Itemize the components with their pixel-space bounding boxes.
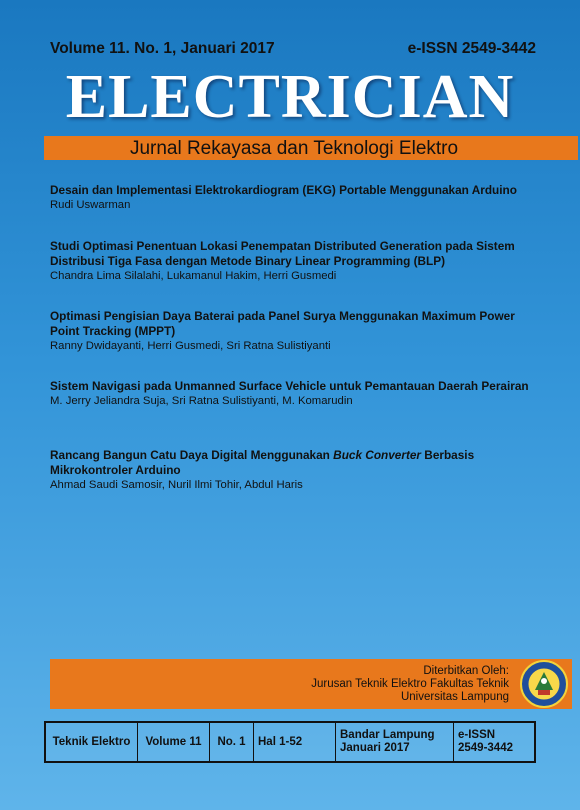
- issue-info-box: [44, 721, 536, 763]
- info-date: Januari 2017: [340, 742, 410, 754]
- publisher-bar: [50, 659, 572, 709]
- article-title-part: Rancang Bangun Catu Daya Digital Menggunakan: [50, 448, 334, 462]
- article-authors: Rudi Uswarman: [50, 199, 131, 211]
- info-place-date: [336, 723, 454, 761]
- university-seal-icon: [520, 660, 568, 708]
- publisher-info: [311, 665, 509, 704]
- info-pages: Hal 1-52: [254, 723, 336, 761]
- article-authors: Chandra Lima Silalahi, Lukamanul Hakim, Herri Gusmedi: [50, 270, 337, 282]
- info-number: No. 1: [210, 723, 254, 761]
- cover-header: [50, 40, 536, 58]
- info-volume: Volume 11: [138, 723, 210, 761]
- volume-line: Volume 11. No. 1, Januari 2017: [50, 40, 275, 57]
- info-issn-number: 2549-3442: [458, 742, 513, 754]
- journal-subtitle: Jurnal Rekayasa dan Teknologi Elektro: [129, 138, 459, 159]
- article-authors: Ranny Dwidayanti, Herri Gusmedi, Sri Ratna Sulistiyanti: [50, 340, 331, 352]
- publisher-department: Jurusan Teknik Elektro Fakultas Teknik: [311, 678, 509, 690]
- article-title: Optimasi Pengisian Daya Baterai pada Panel Surya Menggunakan Maximum Power Point Tracking (MPPT): [50, 309, 515, 338]
- article-title-emphasis: Buck Converter: [333, 448, 422, 462]
- article-title: Desain dan Implementasi Elektrokardiogram (EKG) Portable Menggunakan Arduino: [50, 183, 517, 197]
- article-authors: Ahmad Saudi Samosir, Nuril Ilmi Tohir, Abdul Haris: [50, 479, 303, 491]
- article-title: Studi Optimasi Penentuan Lokasi Penempatan Distributed Generation pada Sistem Distribusi Tiga Fasa dengan Metode Binary Linear Programming (BLP): [50, 239, 515, 268]
- publisher-label: Diterbitkan Oleh:: [423, 665, 509, 677]
- article-item: [50, 448, 540, 492]
- journal-title: ELECTRICIAN: [65, 63, 515, 131]
- issn-line: e-ISSN 2549-3442: [407, 40, 536, 57]
- article-item: [50, 309, 540, 353]
- article-item: [50, 239, 540, 283]
- article-item: [50, 183, 540, 212]
- publisher-university: Universitas Lampung: [400, 691, 509, 703]
- info-issn: [454, 723, 534, 761]
- info-place: Bandar Lampung: [340, 729, 435, 741]
- article-item: [50, 379, 540, 408]
- article-title-part: Berbasis Mikrokontroler Arduino: [50, 448, 475, 477]
- article-title: Sistem Navigasi pada Unmanned Surface Vehicle untuk Pemantauan Daerah Perairan: [50, 379, 529, 393]
- info-issn-label: e-ISSN: [458, 729, 496, 741]
- subtitle-bar: [44, 136, 578, 160]
- info-journal: Teknik Elektro: [46, 723, 138, 761]
- article-title: [50, 448, 540, 478]
- article-authors: M. Jerry Jeliandra Suja, Sri Ratna Sulistiyanti, M. Komarudin: [50, 395, 353, 407]
